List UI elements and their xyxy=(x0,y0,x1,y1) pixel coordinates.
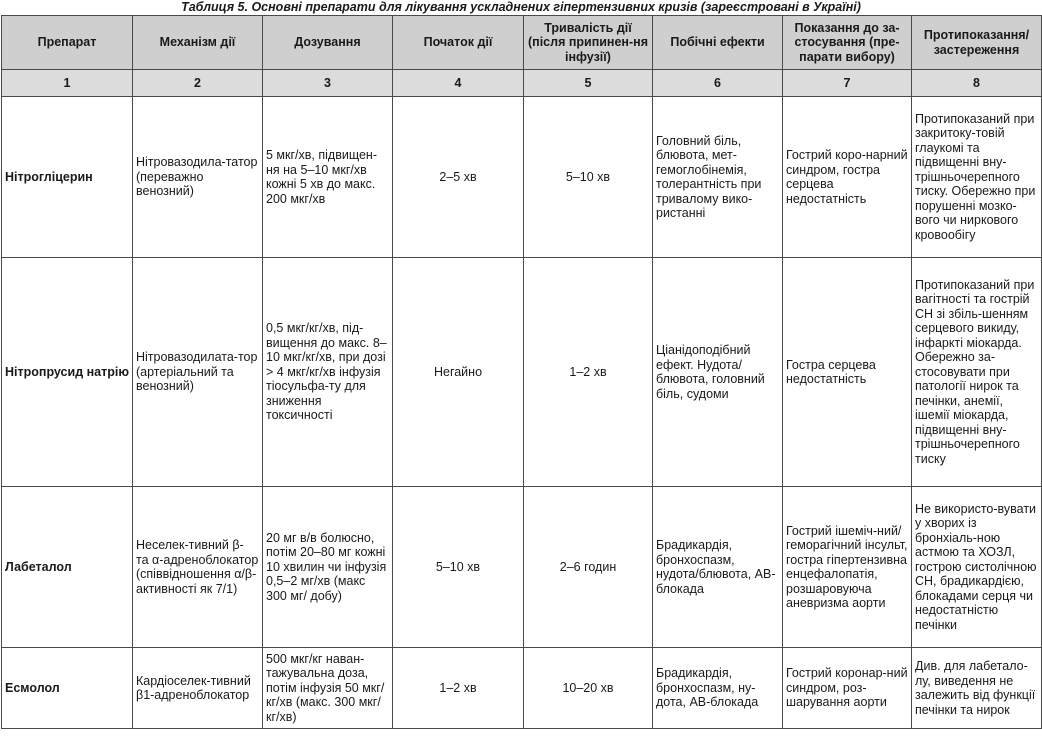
duration-cell: 1–2 хв xyxy=(524,258,653,487)
onset-cell: 2–5 хв xyxy=(393,97,524,258)
drug-name: Нітрогліцерин xyxy=(2,97,133,258)
column-number: 7 xyxy=(783,70,912,97)
mechanism-cell: Нітровазодилата-тор (артеріальний та венозний) xyxy=(133,258,263,487)
duration-cell: 5–10 хв xyxy=(524,97,653,258)
column-number: 6 xyxy=(653,70,783,97)
contraindications-cell: Протипоказаний при вагітності та гострій СН зі збіль-шенням серцевого викиду, інфаркті міокарда. Обережно за-стосовувати при патології нирок та печінки, анемії, ішемії міокарда, підвищенні вну-трішньочерепного тиску xyxy=(912,258,1042,487)
contraindications-cell: Див. для лабетало-лу, виведення не залежить від функції печінки та нирок xyxy=(912,648,1042,729)
indications-cell: Гостра серцева недостатність xyxy=(783,258,912,487)
drug-name: Нітропрусид натрію xyxy=(2,258,133,487)
column-number: 1 xyxy=(2,70,133,97)
dosage-cell: 500 мкг/кг наван-тажувальна доза, потім інфузія 50 мкг/кг/хв (макс. 300 мкг/кг/хв) xyxy=(263,648,393,729)
header-dosage: Дозування xyxy=(263,16,393,70)
duration-cell: 10–20 хв xyxy=(524,648,653,729)
column-number-row xyxy=(2,70,1042,97)
contraindications-cell: Протипоказаний при закритоку-товій глаукомі та підвищенні вну-трішньочерепного тиску. Обережно при порушенні мозко-вого чи ниркового кровообігу xyxy=(912,97,1042,258)
side-effects-cell: Брадикардія, бронхоспазм, ну-дота, АВ-блокада xyxy=(653,648,783,729)
column-number: 3 xyxy=(263,70,393,97)
side-effects-cell: Ціанідоподібний ефект. Нудота/блювота, головний біль, судоми xyxy=(653,258,783,487)
header-contraindications: Протипоказання/ застереження xyxy=(912,16,1042,70)
table-caption: Таблиця 5. Основні препарати для лікування ускладнених гіпертензивних кризів (зареєстровані в Україні) xyxy=(181,0,861,14)
onset-cell: 1–2 хв xyxy=(393,648,524,729)
side-effects-cell: Головний біль, блювота, мет-гемоглобінемія, толерантність при тривалому вико-ристанні xyxy=(653,97,783,258)
indications-cell: Гострий коронар-ний синдром, роз-шарування аорти xyxy=(783,648,912,729)
dosage-cell: 0,5 мкг/кг/хв, під-вищення до макс. 8–10 мкг/кг/хв, при дозі > 4 мкг/кг/хв інфузія тіосульфа-ту для зниження токсичності xyxy=(263,258,393,487)
onset-cell: 5–10 хв xyxy=(393,487,524,648)
onset-cell: Негайно xyxy=(393,258,524,487)
side-effects-cell: Брадикардія, бронхоспазм, нудота/блювота, АВ-блокада xyxy=(653,487,783,648)
column-number: 2 xyxy=(133,70,263,97)
drug-name: Лабеталол xyxy=(2,487,133,648)
contraindications-cell: Не використо-вувати у хворих із бронхіаль-ною астмою та ХОЗЛ, гострою систолічною СН, брадикардією, блокадами серця чи недостатністю печінки xyxy=(912,487,1042,648)
indications-cell: Гострий ішеміч-ний/геморагічний інсульт, гостра гіпертензивна енцефалопатія, розшаровуюча аневризма аорти xyxy=(783,487,912,648)
mechanism-cell: Неселек-тивний β- та α-адреноблокатор (співвідношення α/β-активності як 7/1) xyxy=(133,487,263,648)
dosage-cell: 20 мг в/в болюсно, потім 20–80 мг кожні 10 хвилин чи інфузія 0,5–2 мг/хв (макс 300 мг/ добу) xyxy=(263,487,393,648)
header-side-effects: Побічні ефекти xyxy=(653,16,783,70)
header-mechanism: Механізм дії xyxy=(133,16,263,70)
header-duration: Тривалість дії (після припинен-ня інфузії) xyxy=(524,16,653,70)
duration-cell: 2–6 годин xyxy=(524,487,653,648)
mechanism-cell: Кардіоселек-тивний β1-адреноблокатор xyxy=(133,648,263,729)
header-onset: Початок дії xyxy=(393,16,524,70)
column-number: 4 xyxy=(393,70,524,97)
table-row xyxy=(2,258,1042,487)
column-number: 5 xyxy=(524,70,653,97)
drugs-table xyxy=(1,15,1042,729)
table-row xyxy=(2,487,1042,648)
table-row xyxy=(2,648,1042,729)
column-number: 8 xyxy=(912,70,1042,97)
dosage-cell: 5 мкг/хв, підвищен-ня на 5–10 мкг/хв кожні 5 хв до макс. 200 мкг/хв xyxy=(263,97,393,258)
table-row xyxy=(2,97,1042,258)
header-drug: Препарат xyxy=(2,16,133,70)
indications-cell: Гострий коро-нарний синдром, гостра серцева недостатність xyxy=(783,97,912,258)
mechanism-cell: Нітровазодила-татор (переважно венозний) xyxy=(133,97,263,258)
header-row xyxy=(2,16,1042,70)
header-indications: Показання до за-стосування (пре-парати вибору) xyxy=(783,16,912,70)
drug-name: Есмолол xyxy=(2,648,133,729)
